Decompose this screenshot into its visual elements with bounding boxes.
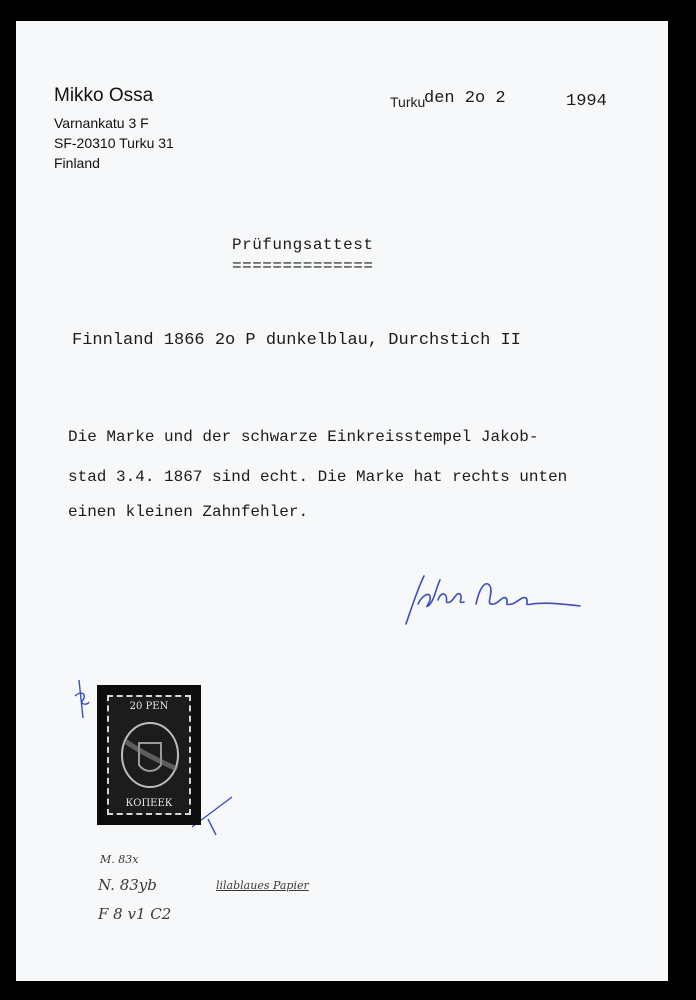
note-m: M. 83x <box>100 853 139 866</box>
date-year: 1994 <box>566 92 607 111</box>
stamp-subject: Finnland 1866 2o P dunkelblau, Durchstich II <box>72 331 521 350</box>
sender-name: Mikko Ossa <box>54 85 154 106</box>
note-n: N. 83yb <box>98 876 157 894</box>
body-line-1: Die Marke und der schwarze Einkreisstempel Jakob- <box>68 428 539 446</box>
sender-country: Finland <box>54 155 100 171</box>
title-underline: ============== <box>232 257 374 275</box>
certificate-sheet <box>16 21 668 981</box>
note-paper: lilablaues Papier <box>216 879 309 892</box>
date-day-month: den 2o 2 <box>424 89 506 108</box>
certificate-title: Prüfungsattest <box>232 236 374 254</box>
date-place: Turku <box>390 94 426 110</box>
stamp-top-text: 20 PEN <box>129 701 169 712</box>
signature-image <box>394 566 584 641</box>
postage-stamp <box>97 685 201 825</box>
stamp-frame <box>107 695 191 815</box>
stamp-bottom-text: КОПЕЕК <box>125 798 173 809</box>
body-line-3: einen kleinen Zahnfehler. <box>68 503 309 521</box>
sender-city: SF-20310 Turku 31 <box>54 135 174 151</box>
sender-street: Varnankatu 3 F <box>54 115 149 131</box>
body-line-2: stad 3.4. 1867 sind echt. Die Marke hat rechts unten <box>68 468 568 486</box>
stamp-emblem-icon <box>119 721 181 789</box>
note-f: F 8 v1 C2 <box>98 905 172 923</box>
pencil-mark-left <box>71 676 93 726</box>
